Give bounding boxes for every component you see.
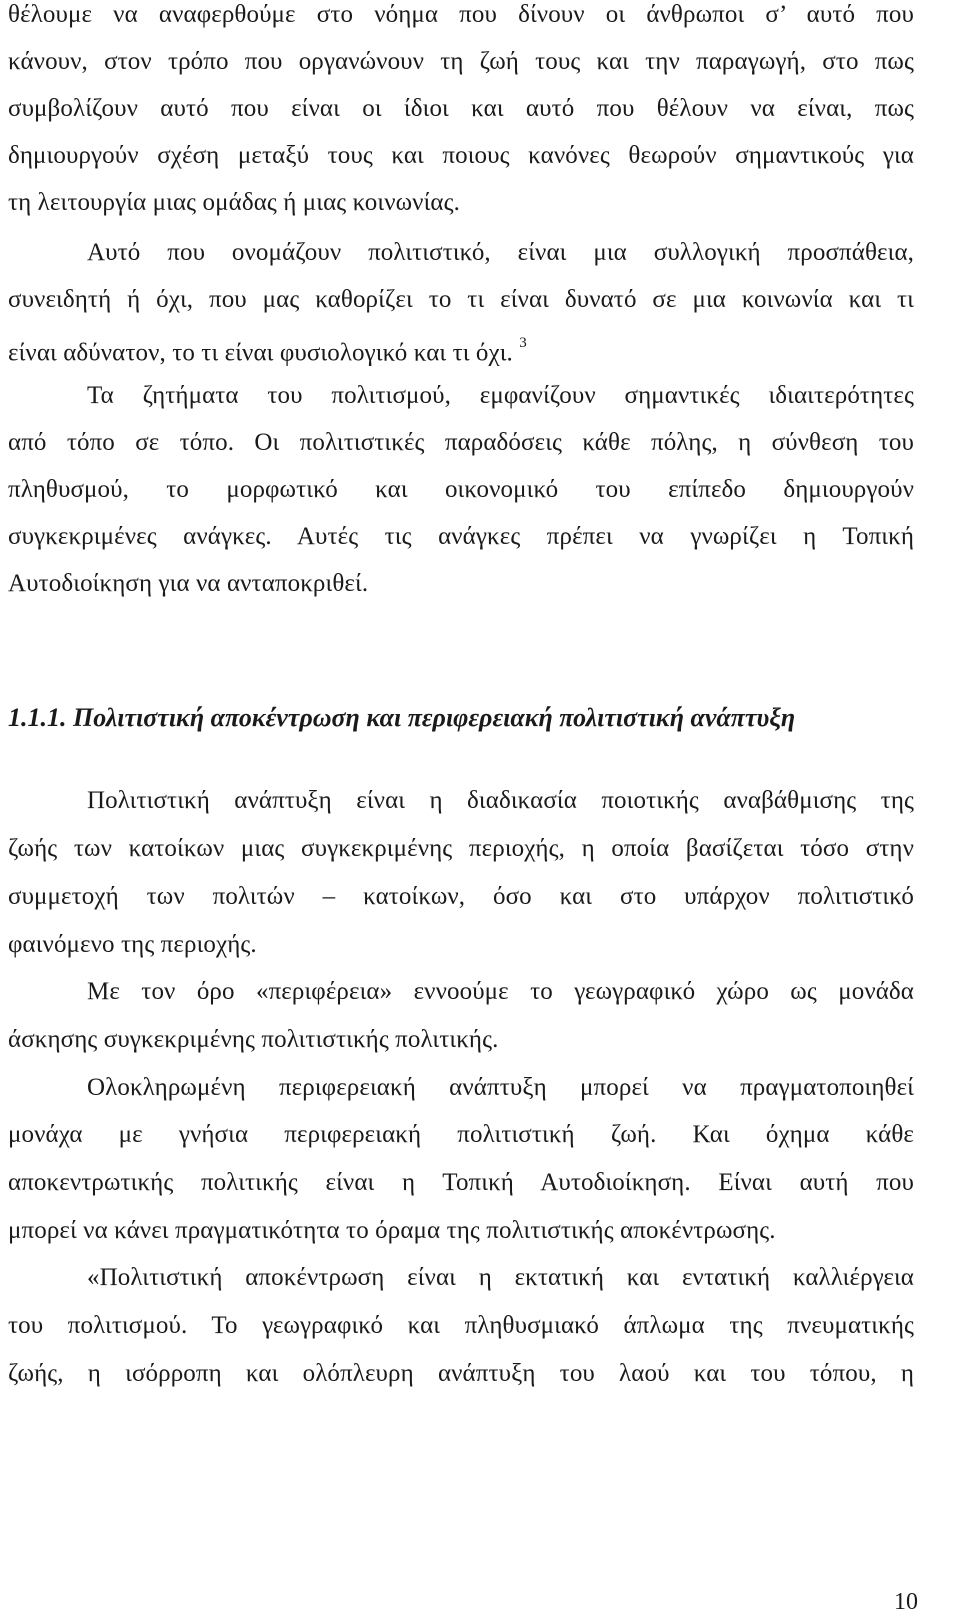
- text-line: συγκεκριμένες ανάγκες. Αυτές τις ανάγκες πρέπει να γνωρίζει η Τοπική: [8, 523, 914, 550]
- text-line: μονάχα με γνήσια περιφερειακή πολιτιστική ζωή. Και όχημα κάθε: [8, 1121, 914, 1148]
- text-line: συμμετοχή των πολιτών – κατοίκων, όσο και στο υπάρχον πολιτιστικό: [8, 883, 914, 910]
- text-line: συμβολίζουν αυτό που είναι οι ίδιοι και αυτό που θέλουν να είναι, πως: [8, 95, 914, 122]
- section-number: 1.1.1.: [8, 703, 67, 732]
- text-line: από τόπο σε τόπο. Οι πολιτιστικές παραδόσεις κάθε πόλης, η σύνθεση του: [8, 429, 914, 456]
- section-title: Πολιτιστική αποκέντρωση και περιφερειακή πολιτιστική ανάπτυξη: [73, 703, 796, 732]
- text-line: τη λειτουργία μιας ομάδας ή μιας κοινωνίας.: [8, 189, 460, 216]
- text-line: κάνουν, στον τρόπο που οργανώνουν τη ζωή τους και την παραγωγή, στο πως: [8, 48, 914, 75]
- text-line: Αυτοδιοίκηση για να ανταποκριθεί.: [8, 570, 369, 597]
- text-line: μπορεί να κάνει πραγματικότητα το όραμα της πολιτιστικής αποκέντρωσης.: [8, 1217, 776, 1244]
- text-line: είναι αδύνατον, το τι είναι φυσιολογικό και τι όχι.: [8, 339, 513, 367]
- text-line: συνειδητή ή όχι, που μας καθορίζει το τι είναι δυνατό σε μια κοινωνία και τι: [8, 286, 914, 313]
- text-line: του πολιτισμού. Το γεωγραφικό και πληθυσμιακό άπλωμα της πνευματικής: [8, 1312, 914, 1339]
- footnote-reference: 3: [519, 335, 527, 351]
- text-line: Με τον όρο «περιφέρεια» εννοούμε το γεωγραφικό χώρο ως μονάδα: [87, 978, 914, 1005]
- text-line: «Πολιτιστική αποκέντρωση είναι η εκτατική και εντατική καλλιέργεια: [87, 1264, 914, 1291]
- text-line: πληθυσμού, το μορφωτικό και οικονομικό του επίπεδο δημιουργούν: [8, 476, 914, 503]
- text-line: ζωής, η ισόρροπη και ολόπλευρη ανάπτυξη του λαού και του τόπου, η: [8, 1360, 914, 1387]
- text-line: Τα ζητήματα του πολιτισμού, εμφανίζουν σημαντικές ιδιαιτερότητες: [87, 382, 914, 409]
- section-heading: [8, 703, 795, 733]
- text-line: ζωής των κατοίκων μιας συγκεκριμένης περιοχής, η οποία βασίζεται τόσο στην: [8, 835, 914, 862]
- text-line: Αυτό που ονομάζουν πολιτιστικό, είναι μια συλλογική προσπάθεια,: [87, 239, 914, 266]
- page-number: 10: [894, 1589, 918, 1615]
- text-line: Ολοκληρωμένη περιφερειακή ανάπτυξη μπορεί να πραγματοποιηθεί: [87, 1074, 914, 1101]
- text-line: αποκεντρωτικής πολιτικής είναι η Τοπική Αυτοδιοίκηση. Είναι αυτή που: [8, 1169, 914, 1196]
- text-line: θέλουμε να αναφερθούμε στο νόημα που δίνουν οι άνθρωποι σ’ αυτό που: [8, 1, 914, 28]
- text-line: Πολιτιστική ανάπτυξη είναι η διαδικασία ποιοτικής αναβάθμισης της: [87, 787, 914, 814]
- text-line-with-footnote: [8, 332, 527, 368]
- text-line: άσκησης συγκεκριμένης πολιτιστικής πολιτικής.: [8, 1026, 499, 1053]
- text-line: δημιουργούν σχέση μεταξύ τους και ποιους κανόνες θεωρούν σημαντικούς για: [8, 142, 914, 169]
- text-line: φαινόμενο της περιοχής.: [8, 931, 257, 958]
